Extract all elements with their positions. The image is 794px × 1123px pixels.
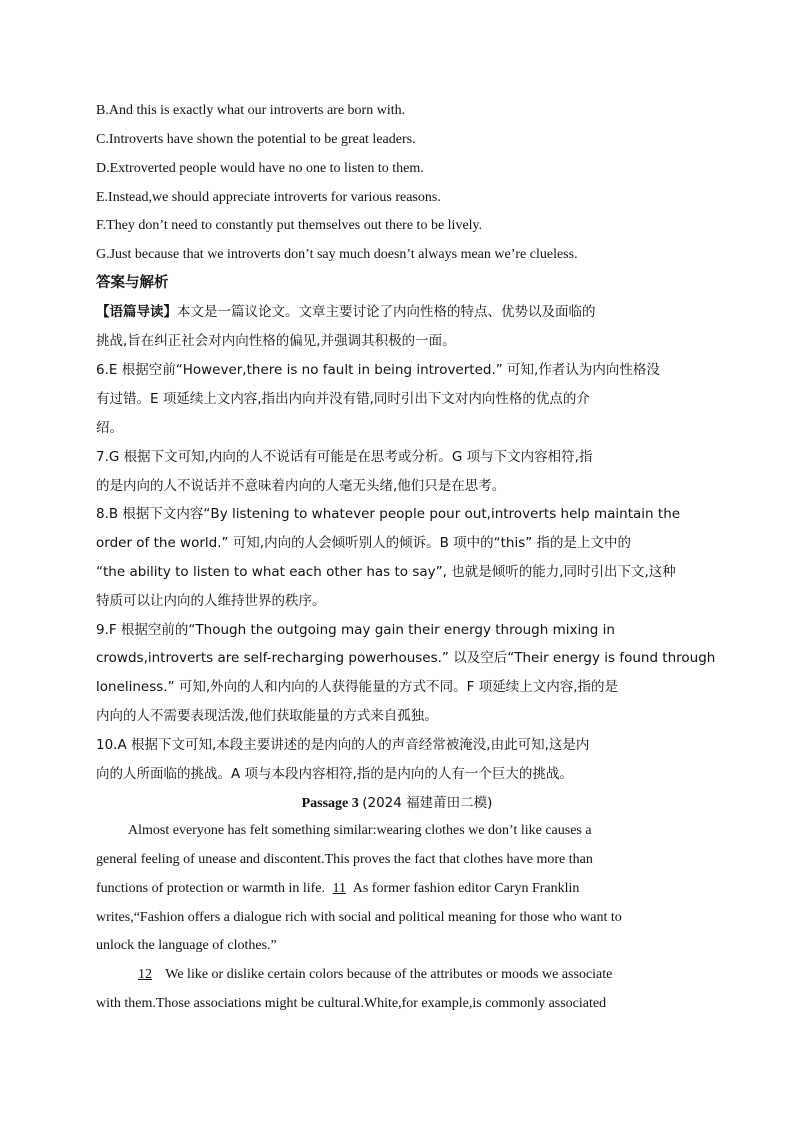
- passage-p1-line-4: writes,“Fashion offers a dialogue rich with social and political meaning for those who want to: [96, 910, 622, 925]
- passage-source: (2024 福建莆田二模): [362, 795, 493, 811]
- answer-6-line-1: 6.E 根据空前“However,there is no fault in being introverted.” 可知,作者认为内向性格没: [96, 362, 660, 378]
- option-f: F.They don’t need to constantly put themselves out there to be lively.: [96, 218, 483, 233]
- passage-p1-line-3-a: functions of protection or warmth in life.: [96, 881, 325, 896]
- answer-7-line-2: 的是内向的人不说话并不意味着内向的人毫无头绪,他们只是在思考。: [96, 478, 506, 494]
- answer-8-line-3: “the ability to listen to what each other has to say”, 也就是倾听的能力,同时引出下文,这种: [96, 564, 676, 580]
- answer-heading: 答案与解析: [96, 275, 169, 291]
- answer-8-line-4: 特质可以让内向的人维持世界的秩序。: [96, 593, 326, 609]
- answer-9-line-3: loneliness.” 可知,外向的人和内向的人获得能量的方式不同。F 项延续上文内容,指的是: [96, 679, 619, 695]
- passage-title-text: Passage 3: [301, 796, 359, 811]
- answer-10-line-2: 向的人所面临的挑战。A 项与本段内容相符,指的是内向的人有一个巨大的挑战。: [96, 766, 573, 782]
- passage-p1-line-3: [96, 879, 579, 899]
- blank-11: 11: [332, 881, 346, 896]
- passage-p2-line-1-text: We like or dislike certain colors because of the attributes or moods we associate: [165, 967, 613, 982]
- option-b: B.And this is exactly what our introverts are born with.: [96, 103, 406, 118]
- guide-text-1: 本文是一篇议论文。文章主要讨论了内向性格的特点、优势以及面临的: [177, 304, 596, 320]
- answer-8-line-2: order of the world.” 可知,内向的人会倾听别人的倾诉。B 项中的“this” 指的是上文中的: [96, 535, 632, 551]
- guide-line-2: 挑战,旨在纠正社会对内向性格的偏见,并强调其积极的一面。: [96, 333, 456, 349]
- option-d: D.Extroverted people would have no one to listen to them.: [96, 161, 424, 176]
- passage-p2-line-1: [128, 965, 612, 985]
- option-g: G.Just because that we introverts don’t say much doesn’t always mean we’re clueless.: [96, 247, 578, 262]
- passage-p1-line-3-b: As former fashion editor Caryn Franklin: [352, 881, 580, 896]
- blank-12: 12: [138, 967, 152, 982]
- answer-9-line-2: crowds,introverts are self-recharging powerhouses.” 以及空后“Their energy is found through: [96, 650, 716, 666]
- answer-8-line-1: 8.B 根据下文内容“By listening to whatever people pour out,introverts help maintain the: [96, 506, 681, 522]
- passage-p2-line-2: with them.Those associations might be cultural.White,for example,is commonly associated: [96, 996, 607, 1011]
- passage-p1-line-2: general feeling of unease and discontent.This proves the fact that clothes have more than: [96, 852, 593, 867]
- answer-9-line-1: 9.F 根据空前的“Though the outgoing may gain their energy through mixing in: [96, 622, 615, 638]
- passage-title: [0, 793, 794, 814]
- passage-p1-line-5: unlock the language of clothes.”: [96, 938, 277, 953]
- option-e: E.Instead,we should appreciate introverts for various reasons.: [96, 190, 441, 205]
- answer-10-line-1: 10.A 根据下文可知,本段主要讲述的是内向的人的声音经常被淹没,由此可知,这是内: [96, 737, 590, 753]
- passage-p1-line-1: Almost everyone has felt something similar:wearing clothes we don’t like causes a: [128, 823, 592, 838]
- answer-6-line-2: 有过错。E 项延续上文内容,指出内向并没有错,同时引出下文对内向性格的优点的介: [96, 391, 590, 407]
- option-c: C.Introverts have shown the potential to be great leaders.: [96, 132, 416, 147]
- guide-line-1: [96, 302, 596, 322]
- answer-6-line-3: 绍。: [96, 420, 123, 436]
- guide-tag: 【语篇导读】: [96, 304, 177, 320]
- answer-7-line-1: 7.G 根据下文可知,内向的人不说话有可能是在思考或分析。G 项与下文内容相符,指: [96, 449, 593, 465]
- answer-9-line-4: 内向的人不需要表现活泼,他们获取能量的方式来自孤独。: [96, 708, 438, 724]
